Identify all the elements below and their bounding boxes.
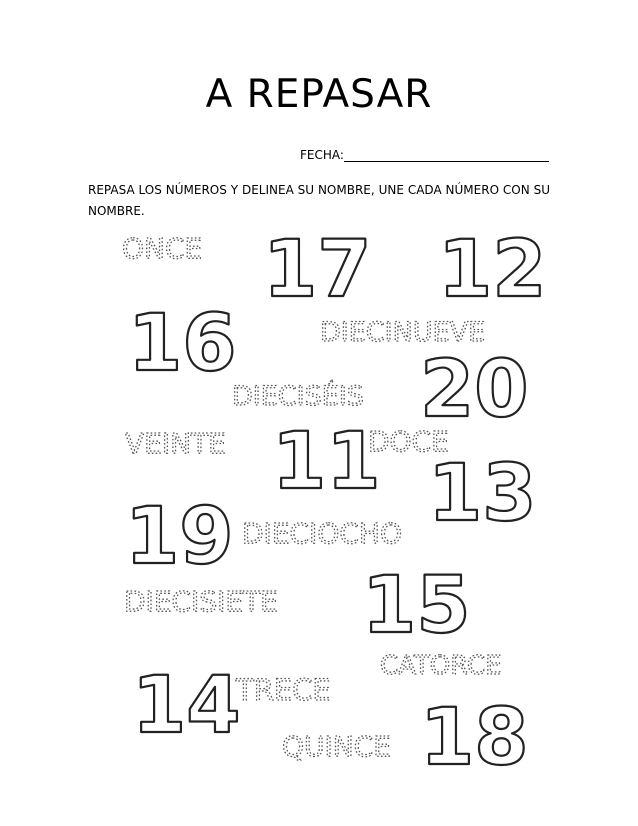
- number-15: 15: [362, 561, 471, 651]
- date-label: FECHA:: [300, 148, 344, 162]
- number-17: 17: [263, 225, 372, 315]
- number-18: 18: [420, 693, 529, 783]
- word-diecisiete: DIECISIETE: [124, 585, 278, 618]
- word-doce: DOCE: [368, 425, 449, 458]
- page-title: A REPASAR: [205, 72, 433, 117]
- word-dieciocho: DIECIOCHO: [242, 517, 403, 550]
- number-20: 20: [420, 345, 529, 435]
- number-14: 14: [132, 661, 241, 751]
- word-dieciseis: DIECISÉIS: [232, 381, 364, 412]
- instructions: REPASA LOS NÚMEROS Y DELINEA SU NOMBRE, UNE CADA NÚMERO CON SU NOMBRE.: [88, 183, 550, 218]
- word-once: ONCE: [122, 232, 203, 265]
- number-19: 19: [125, 492, 234, 582]
- word-veinte: VEINTE: [125, 427, 226, 460]
- number-12: 12: [438, 225, 547, 315]
- word-diecinueve: DIECINUEVE: [320, 317, 486, 348]
- number-16: 16: [128, 299, 237, 389]
- word-quince: QUINCE: [282, 730, 391, 763]
- number-13: 13: [428, 449, 537, 539]
- number-11: 11: [272, 417, 381, 507]
- word-trece: TRECE: [236, 673, 331, 707]
- word-catorce: CATORCE: [380, 651, 502, 681]
